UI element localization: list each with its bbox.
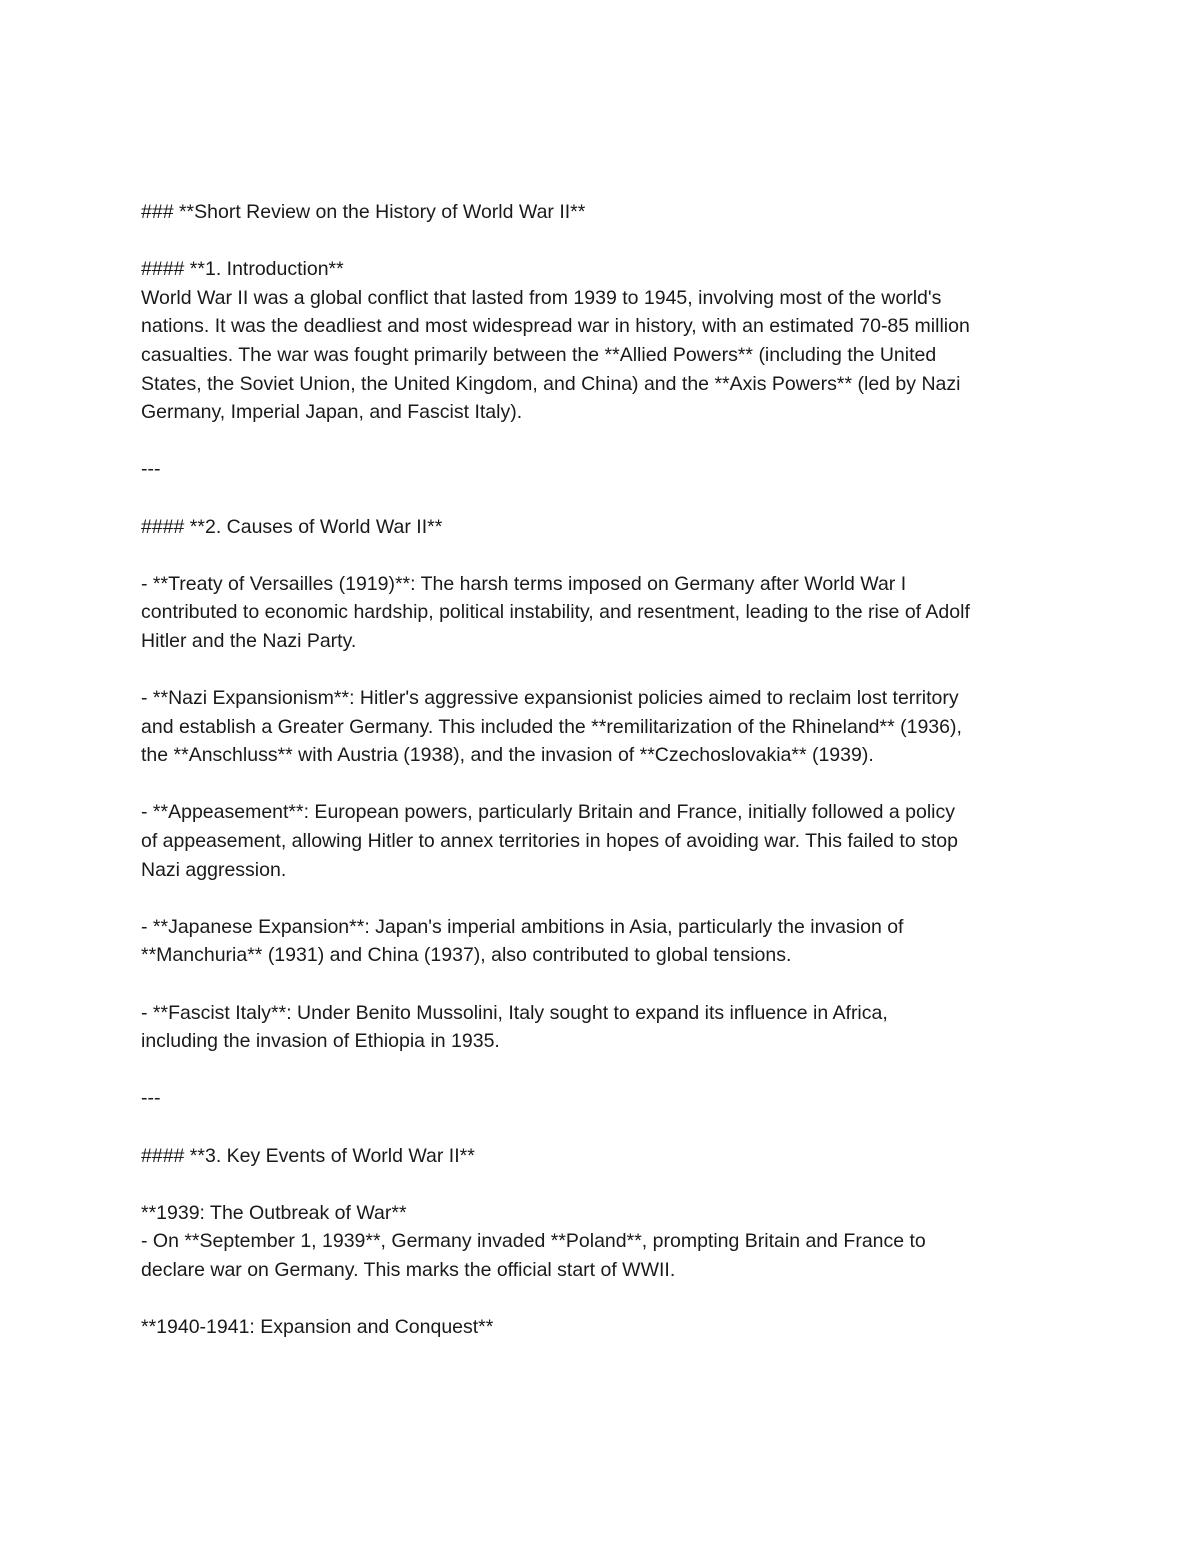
subheading-expansion: **1940-1941: Expansion and Conquest** bbox=[141, 1316, 494, 1339]
list-item-line: - **Nazi Expansionism**: Hitler's aggressive expansionist policies aimed to reclaim lost territory bbox=[141, 687, 959, 710]
list-item-line: and establish a Greater Germany. This included the **remilitarization of the Rhineland** (1936), bbox=[141, 715, 962, 738]
paragraph-line: States, the Soviet Union, the United Kingdom, and China) and the **Axis Powers** (led by Nazi bbox=[141, 372, 961, 395]
subheading-outbreak: **1939: The Outbreak of War** bbox=[141, 1201, 407, 1224]
blank-line bbox=[141, 770, 1071, 799]
list-item-line: - **Treaty of Versailles (1919)**: The harsh terms imposed on Germany after World War I bbox=[141, 572, 907, 595]
blank-line bbox=[141, 970, 1071, 999]
list-item-line: including the invasion of Ethiopia in 1935. bbox=[141, 1030, 500, 1053]
list-item-line: declare war on Germany. This marks the official start of WWII. bbox=[141, 1258, 676, 1281]
list-item-line: - **Japanese Expansion**: Japan's imperial ambitions in Asia, particularly the invasion of bbox=[141, 915, 904, 938]
section-heading-introduction: #### **1. Introduction** bbox=[141, 258, 344, 281]
list-item-line: of appeasement, allowing Hitler to annex territories in hopes of avoiding war. This failed to stop bbox=[141, 830, 958, 853]
paragraph-line: casualties. The war was fought primarily between the **Allied Powers** (including the United bbox=[141, 343, 937, 366]
list-item-line: contributed to economic hardship, political instability, and resentment, leading to the rise of Adolf bbox=[141, 601, 970, 624]
blank-line bbox=[141, 484, 1071, 513]
blank-line bbox=[141, 1285, 1071, 1314]
horizontal-rule-text: --- bbox=[141, 1087, 161, 1110]
horizontal-rule-text: --- bbox=[141, 458, 161, 481]
blank-line bbox=[141, 1170, 1071, 1199]
blank-line bbox=[141, 427, 1071, 456]
paragraph-line: World War II was a global conflict that lasted from 1939 to 1945, involving most of the world's bbox=[141, 286, 942, 309]
list-item-line: - **Appeasement**: European powers, particularly Britain and France, initially followed a policy bbox=[141, 801, 956, 824]
list-item-line: - On **September 1, 1939**, Germany invaded **Poland**, prompting Britain and France to bbox=[141, 1230, 926, 1253]
list-item-line: Nazi aggression. bbox=[141, 858, 287, 881]
blank-line bbox=[141, 227, 1071, 256]
blank-line bbox=[141, 656, 1071, 685]
paragraph-line: Germany, Imperial Japan, and Fascist Italy). bbox=[141, 401, 523, 424]
blank-line bbox=[141, 1113, 1071, 1142]
section-heading-causes: #### **2. Causes of World War II** bbox=[141, 515, 443, 538]
blank-line bbox=[141, 884, 1071, 913]
document-title: ### **Short Review on the History of World War II** bbox=[141, 201, 586, 223]
list-item-line: the **Anschluss** with Austria (1938), and the invasion of **Czechoslovakia** (1939). bbox=[141, 744, 874, 767]
document-body bbox=[141, 198, 1071, 1342]
list-item-line: Hitler and the Nazi Party. bbox=[141, 629, 357, 652]
list-item-line: - **Fascist Italy**: Under Benito Mussolini, Italy sought to expand its influence in Africa, bbox=[141, 1001, 888, 1024]
list-item-line: **Manchuria** (1931) and China (1937), also contributed to global tensions. bbox=[141, 944, 792, 967]
blank-line bbox=[141, 1056, 1071, 1085]
paragraph-line: nations. It was the deadliest and most widespread war in history, with an estimated 70-85 million bbox=[141, 315, 970, 338]
blank-line bbox=[141, 541, 1071, 570]
section-heading-key-events: #### **3. Key Events of World War II** bbox=[141, 1144, 475, 1167]
